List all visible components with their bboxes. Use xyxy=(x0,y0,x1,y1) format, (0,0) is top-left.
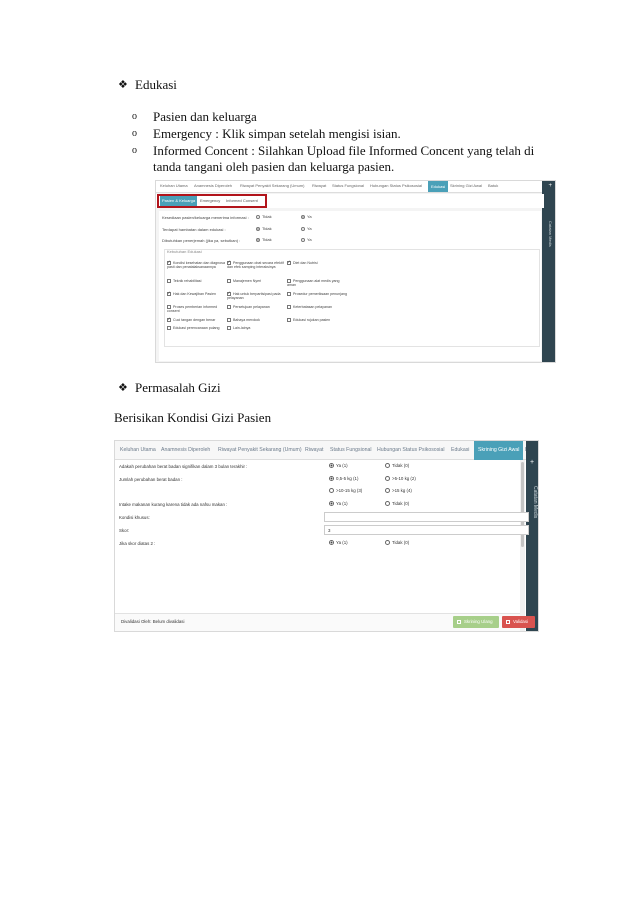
refresh-icon xyxy=(457,620,461,624)
radio-icon[interactable] xyxy=(385,488,390,493)
circle-bullet-icon: o xyxy=(132,128,137,139)
radio-opt-1[interactable]: 0,5-5 kg (1) xyxy=(329,476,358,481)
subtab-emergency[interactable]: Emergency xyxy=(200,198,221,203)
edu-item[interactable]: Edukasi perencanaan pulang xyxy=(167,326,227,330)
checkbox-checked-icon[interactable] xyxy=(167,318,171,322)
tab-edukasi[interactable]: Edukasi xyxy=(451,447,470,453)
radio-tidak[interactable]: Tidak (0) xyxy=(385,540,409,545)
plus-icon[interactable]: + xyxy=(530,459,535,466)
check-icon xyxy=(506,620,510,624)
kebutuhan-title: Kebutuhan Edukasi xyxy=(167,249,202,254)
highlight-box xyxy=(157,194,267,208)
edu-item[interactable]: Manajemen Nyeri xyxy=(227,279,287,283)
main-tabbar xyxy=(115,441,539,460)
diamond-bullet-icon: ❖ xyxy=(118,79,128,91)
radio-icon[interactable] xyxy=(385,463,390,468)
radio-ya[interactable]: Ya xyxy=(301,237,312,242)
radio-tidak[interactable]: Tidak (0) xyxy=(385,463,409,468)
bullet-informed-concent: Informed Concent : Silahkan Upload file Informed Concent yang telah di xyxy=(153,143,535,158)
bullet-pasien-keluarga: Pasien dan keluarga xyxy=(153,109,257,124)
radio-icon[interactable] xyxy=(329,488,334,493)
q-jumlah-perubahan: Jumlah perubahan berat badan : xyxy=(119,477,183,482)
edu-item[interactable]: ✓Hak dan Kewajiban Pasien xyxy=(167,292,227,296)
tab-skrining-gizi[interactable]: Skrining Gizi Awal xyxy=(450,183,482,188)
checkbox-icon[interactable] xyxy=(167,326,171,330)
checkbox-icon[interactable] xyxy=(227,279,231,283)
edukasi-screenshot xyxy=(155,180,556,363)
radio-checked-icon[interactable] xyxy=(256,227,260,231)
radio-icon[interactable] xyxy=(385,476,390,481)
tab-anamnesis[interactable]: Anamnesis Diperoleh xyxy=(161,447,211,453)
plus-icon[interactable]: + xyxy=(548,183,552,189)
question-label: Terdapat hambatan dalam edukasi : xyxy=(162,227,226,232)
edu-item[interactable]: Prosedur pemeriksaan penunjang xyxy=(287,292,347,296)
checkbox-checked-icon[interactable] xyxy=(227,261,231,265)
section-heading-gizi: Permasalah Gizi xyxy=(135,380,221,395)
tab-riwayat[interactable]: Riwayat xyxy=(312,183,327,188)
radio-ya[interactable]: Ya (1) xyxy=(329,501,348,506)
main-tabbar xyxy=(156,181,544,193)
validasi-button[interactable]: Validasi xyxy=(502,616,535,628)
skrining-ulang-button[interactable]: Skrining Ulang xyxy=(453,616,499,628)
catatan-medis-sidebar[interactable] xyxy=(526,441,539,632)
checkbox-checked-icon[interactable] xyxy=(167,261,171,265)
edu-item[interactable]: Bahaya merokok xyxy=(227,318,287,322)
radio-tidak[interactable]: Tidak xyxy=(256,237,272,242)
q-intake-makanan: Intake makanan kurang karena tidak ada nafsu makan : xyxy=(119,502,228,507)
radio-checked-icon[interactable] xyxy=(329,501,334,506)
subtab-pasien-keluarga[interactable]: Pasien & Keluarga xyxy=(160,196,197,206)
radio-opt-4[interactable]: >15 kg (4) xyxy=(385,488,412,493)
sidebar-label: Catatan Medis xyxy=(548,221,553,247)
section-subheading-gizi: Berisikan Kondisi Gizi Pasien xyxy=(114,410,272,425)
diamond-bullet-icon: ❖ xyxy=(118,382,128,394)
radio-checked-icon[interactable] xyxy=(301,215,305,219)
tab-batuk[interactable]: Batuk xyxy=(488,183,499,188)
catatan-medis-sidebar[interactable] xyxy=(542,181,555,363)
edu-item[interactable]: ✓Cuci tangan dengan benar xyxy=(167,318,227,322)
tab-riwayat[interactable]: Riwayat xyxy=(305,447,324,453)
skrining-gizi-screenshot xyxy=(114,440,539,632)
edu-item[interactable]: Penggunaan alat medis yang aman xyxy=(287,279,340,288)
circle-bullet-icon: o xyxy=(132,111,137,122)
radio-tidak[interactable]: Tidak (0) xyxy=(385,501,409,506)
checkbox-icon[interactable] xyxy=(167,279,171,283)
edu-item[interactable]: Teknik rehabilitasi xyxy=(167,279,227,283)
tab-anamnesis[interactable]: Anamnesis Diperoleh xyxy=(194,183,233,188)
radio-checked-icon[interactable] xyxy=(256,238,260,242)
tab-status-fungsional[interactable]: Status Fungsional xyxy=(332,183,365,188)
q-perubahan-berat: Adakah perubahan berat badan signifikan dalam 3 bulan terakhir : xyxy=(119,464,248,469)
bullet-informed-concent-cont: tanda tangani oleh pasien dan keluarga pasien. xyxy=(153,159,395,174)
skor-label: Skor: xyxy=(119,528,130,533)
radio-checked-icon[interactable] xyxy=(329,540,334,545)
tab-keluhan-utama[interactable]: Keluhan Utama xyxy=(160,183,188,188)
edu-item[interactable]: Persetujuan pelayanan xyxy=(227,305,287,309)
checkbox-icon[interactable] xyxy=(227,326,231,330)
radio-opt-2[interactable]: >5-10 kg (2) xyxy=(385,476,416,481)
tab-keluhan-utama[interactable]: Keluhan Utama xyxy=(120,447,156,453)
circle-bullet-icon: o xyxy=(132,145,137,156)
checkbox-icon[interactable] xyxy=(287,318,291,322)
edu-item[interactable]: Keterbatasan pelayanan xyxy=(287,305,347,309)
tab-hubungan-status[interactable]: Hubungan Status Psikososial xyxy=(370,183,423,188)
edu-item[interactable]: Lain-lainya xyxy=(227,326,287,330)
radio-icon[interactable] xyxy=(385,501,390,506)
q-skor-diatas-2: Jika skor diatas 2 : xyxy=(119,541,156,546)
radio-ya[interactable]: Ya xyxy=(301,226,312,231)
checkbox-checked-icon[interactable] xyxy=(227,292,231,296)
edu-item[interactable]: Proses pemberian informed consent xyxy=(167,305,218,314)
checkbox-icon[interactable] xyxy=(227,318,231,322)
radio-ya[interactable]: Ya (1) xyxy=(329,540,348,545)
edu-item[interactable]: ✓ Hak untuk berpartisipasi pada pelayanan xyxy=(227,292,287,300)
radio-checked-icon[interactable] xyxy=(329,476,334,481)
radio-icon[interactable] xyxy=(301,227,305,231)
sidebar-label: Catatan Medis xyxy=(532,486,538,519)
radio-ya[interactable]: Ya xyxy=(301,214,312,219)
checkbox-checked-icon[interactable] xyxy=(287,261,291,265)
edu-item[interactable]: ✓Diet dan Nutrisi xyxy=(287,261,347,265)
subtab-informed-consent[interactable]: Informed Consent xyxy=(226,198,258,203)
question-label: Dibutuhkan penerjemah (jika ya, sebutkan) : xyxy=(162,238,241,243)
tab-hubungan-status[interactable]: Hubungan Status Psikososial xyxy=(377,447,445,453)
radio-opt-3[interactable]: >10-15 kg (3) xyxy=(329,488,362,493)
kondisi-khusus-input[interactable] xyxy=(324,512,529,522)
radio-checked-icon[interactable] xyxy=(329,463,334,468)
tab-edukasi[interactable]: Edukasi xyxy=(428,181,448,192)
question-label: Kesediaan pasien/keluarga menerima informasi : xyxy=(162,215,249,220)
skor-input[interactable]: 3 xyxy=(324,525,529,535)
tab-status-fungsional[interactable]: Status Fungsional xyxy=(330,447,372,453)
section-heading-edukasi: Edukasi xyxy=(135,77,177,92)
radio-ya[interactable]: Ya (1) xyxy=(329,463,348,468)
radio-icon[interactable] xyxy=(256,215,260,219)
tab-riwayat-penyakit[interactable]: Riwayat Penyakit Sekarang (Umum) xyxy=(240,183,305,188)
radio-tidak[interactable]: Tidak xyxy=(256,214,272,219)
checkbox-checked-icon[interactable] xyxy=(167,292,171,296)
kondisi-khusus-label: Kondisi khusus: xyxy=(119,515,150,520)
radio-icon[interactable] xyxy=(385,540,390,545)
checkbox-icon[interactable] xyxy=(287,292,291,296)
tab-riwayat-penyakit[interactable]: Riwayat Penyakit Sekarang (Umum) xyxy=(218,447,302,453)
radio-tidak[interactable]: Tidak xyxy=(256,226,272,231)
radio-icon[interactable] xyxy=(301,238,305,242)
validation-status: Divalidasi Oleh: Belum divalidasi xyxy=(121,619,185,624)
checkbox-icon[interactable] xyxy=(287,305,291,309)
edu-item[interactable]: Edukasi rujukan pasien xyxy=(287,318,347,322)
edu-item[interactable]: ✓Penggunaan obat secara efektif dan efek samping interaksinya xyxy=(227,261,287,269)
tab-skrining-gizi[interactable]: Skrining Gizi Awal xyxy=(474,441,523,460)
edu-item[interactable]: ✓Kondisi kesehatan dan diagnosa pasti dan penatalaksanaannya xyxy=(167,261,227,269)
checkbox-icon[interactable] xyxy=(227,305,231,309)
bullet-emergency: Emergency : Klik simpan setelah mengisi isian. xyxy=(153,126,401,141)
